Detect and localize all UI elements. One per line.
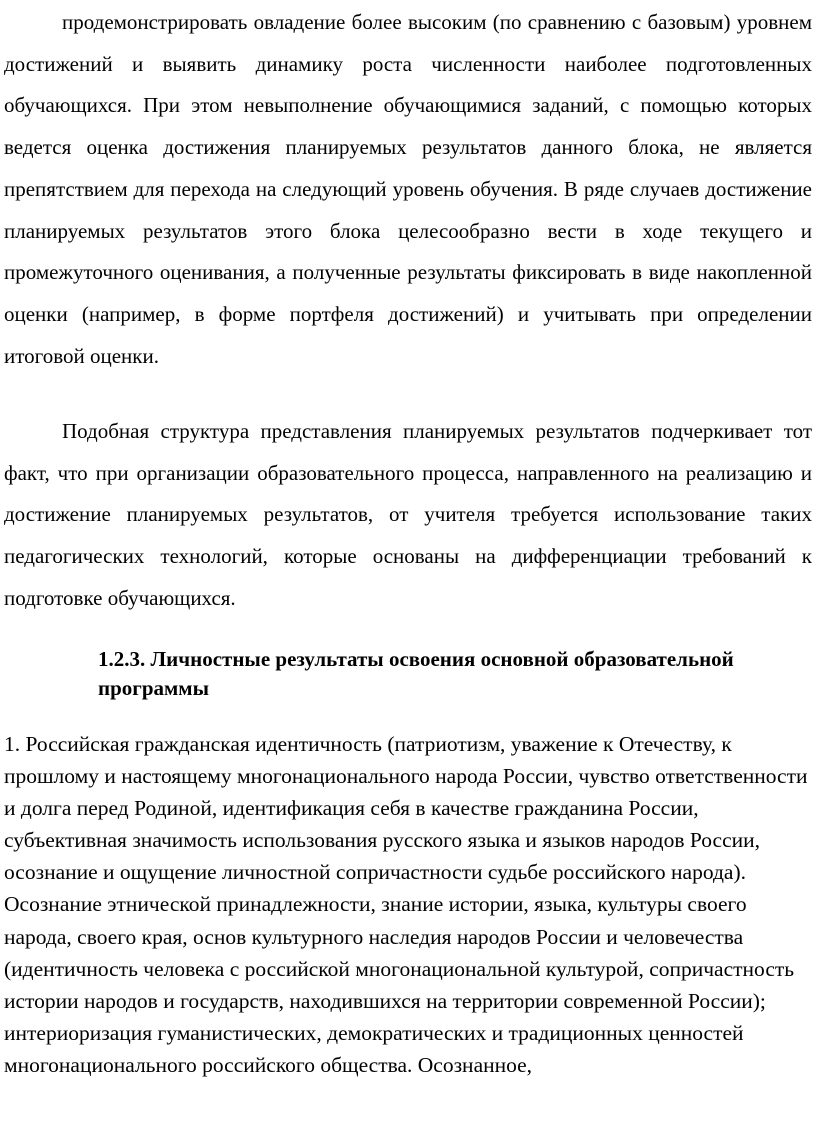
paragraph-civic-identity: 1. Российская гражданская идентичность (патриотизм, уважение к Отечеству, к прошлому и настоящему многонационального народа России, чувство ответственности и долга перед Родиной, идентификация себя в качестве гражданина России, субъективная значимость использования русского языка и языков народов России, осознание и ощущение личностной сопричастности судьбе российского народа). Осознание этнической принадлежности, знание истории, языка, культуры своего народа, своего края, основ культурного наследия народов России и человечества (идентичность человека с российской многонациональной культурой, сопричастность истории народов и государств, находившихся на территории современной России); интериоризация гуманистических, демократических и традиционных ценностей многонационального российского общества. Осознанное, — [4, 732, 808, 1077]
paragraph-planned-results-assessment: продемонстрировать овладение более высоким (по сравнению с базовым) уровнем достижений и выявить динамику роста численности наиболее подготовленных обучающихся. При этом невыполнение обучающимися заданий, с помощью которых ведется оценка достижения планируемых результатов данного блока, не является препятствием для перехода на следующий уровень обучения. В ряде случаев достижение планируемых результатов этого блока целесообразно вести в ходе текущего и промежуточного оценивания, а полученные результаты фиксировать в виде накопленной оценки (например, в форме портфеля достижений) и учитывать при определении итоговой оценки. — [4, 10, 812, 368]
paragraph-structure-of-results: Подобная структура представления планируемых результатов подчеркивает тот факт, что при организации образовательного процесса, направленного на реализацию и достижение планируемых результатов, от учителя требуется использование таких педагогических технологий, которые основаны на дифференциации требований к подготовке обучающихся. — [4, 419, 812, 610]
section-heading: 1.2.3. Личностные результаты освоения основной образовательной программы — [98, 647, 734, 700]
